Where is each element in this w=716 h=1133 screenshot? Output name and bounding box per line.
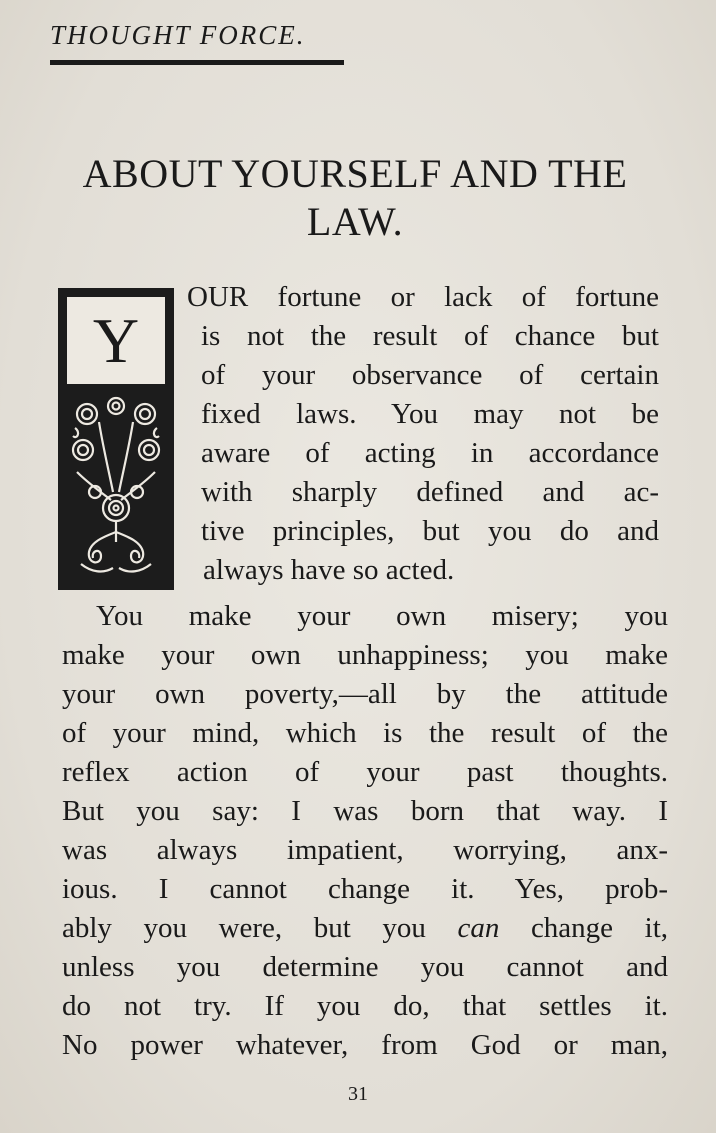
paragraph-2 [62, 597, 668, 1065]
text-line: But you say: I was born that way. I [62, 795, 668, 827]
decorative-initial [58, 288, 174, 590]
chapter-title [40, 150, 670, 246]
text-line: is not the result of chance but [201, 320, 659, 352]
text-line: was always impatient, worrying, anx- [62, 834, 668, 866]
text-line: aware of acting in accordance [201, 437, 659, 469]
text-line: make your own unhappiness; you make [62, 639, 668, 671]
initial-letter: Y [67, 297, 165, 384]
text-line: You make your own misery; you [96, 600, 668, 632]
chapter-title-line-1: ABOUT YOURSELF AND THE [82, 151, 628, 196]
header-rule [50, 60, 344, 65]
text-line: tive principles, but you do and [201, 515, 659, 547]
text-line: unless you determine you cannot and [62, 951, 668, 983]
text-line: with sharply defined and ac- [201, 476, 659, 508]
emphasis-can: can [457, 912, 500, 944]
text-line: ious. I cannot change it. Yes, prob- [62, 873, 668, 905]
text-line: reflex action of your past thoughts. [62, 756, 668, 788]
text-line: do not try. If you do, that settles it. [62, 990, 668, 1022]
chapter-title-line-2: LAW. [306, 199, 404, 244]
text-line: OUR fortune or lack of fortune [187, 281, 659, 313]
floral-ornament-icon [67, 392, 165, 580]
paragraph-1 [187, 278, 659, 590]
page-number: 31 [348, 1083, 368, 1105]
text-line: your own poverty,—all by the attitude [62, 678, 668, 710]
text-line: always have so acted. [203, 554, 455, 586]
text-line: fixed laws. You may not be [201, 398, 659, 430]
text-line: No power whatever, from God or man, [62, 1029, 668, 1061]
text-line: of your mind, which is the result of the [62, 717, 668, 749]
text-line: of your observance of certain [201, 359, 659, 391]
running-head: THOUGHT FORCE. [50, 20, 306, 50]
text-line: ably you were, but you can change it, [62, 912, 668, 944]
